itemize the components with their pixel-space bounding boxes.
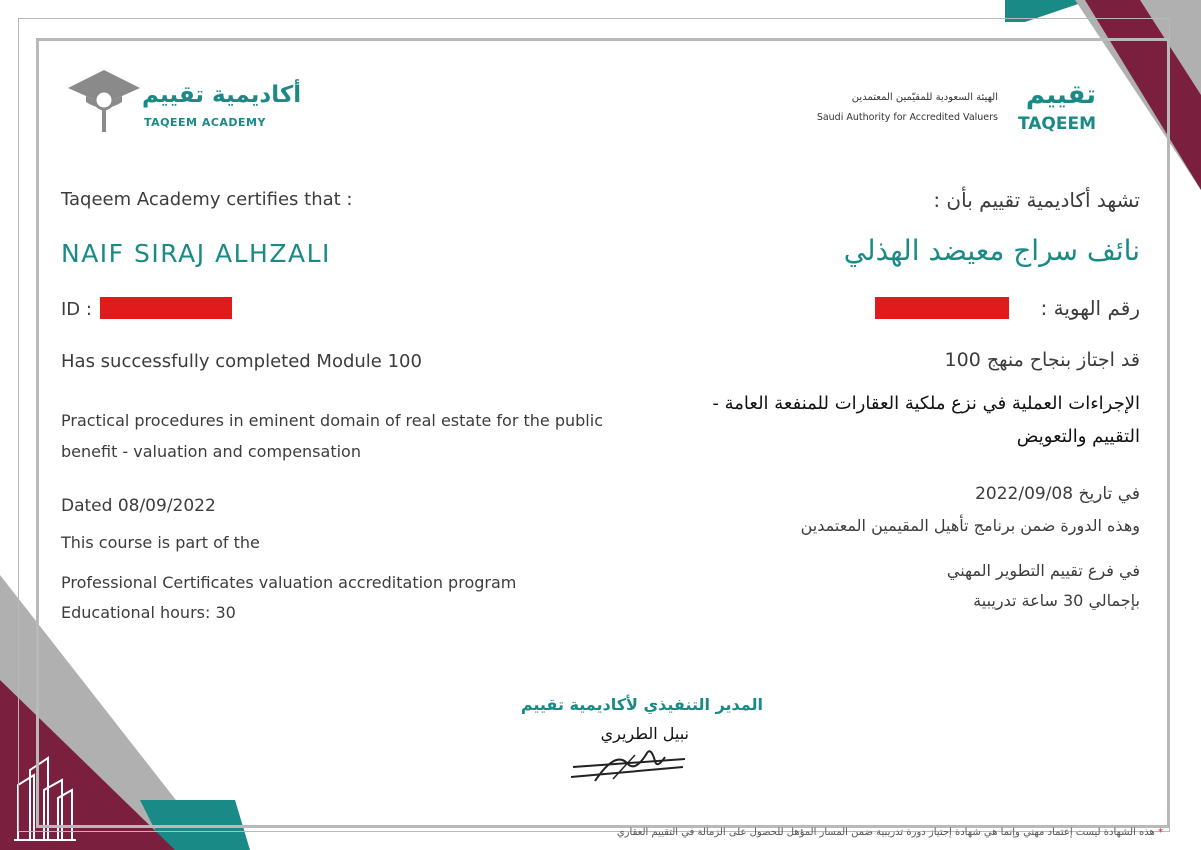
- authority-name-arabic: الهيئة السعودية للمقيّمين المعتمدين: [851, 92, 998, 103]
- course-title-ar-line2: التقييم والتعويض: [1016, 426, 1140, 447]
- hours-text-en: Educational hours: 30: [61, 603, 236, 622]
- footnote-text: [617, 827, 1163, 838]
- certifies-text-en: Taqeem Academy certifies that :: [61, 189, 353, 210]
- footnote-body: هذه الشهادة ليست إعتماد مهني وإنما هي شهادة إجتياز دورة تدريبية ضمن المسار المؤهل للحصول على الزمالة في التقييم العقاري: [616, 827, 1155, 838]
- hours-text-ar: بإجمالي 30 ساعة تدريبية: [973, 591, 1140, 610]
- dated-text-en: Dated 08/09/2022: [61, 496, 216, 516]
- handwritten-signature: [565, 745, 695, 785]
- id-label-en: ID :: [61, 299, 92, 320]
- program-text-ar: وهذه الدورة ضمن برنامج تأهيل المقيمين المعتمدين: [800, 516, 1140, 535]
- completed-text-en: Has successfully completed Module 100: [61, 351, 422, 372]
- graduation-cap-icon: [64, 68, 144, 138]
- completed-text-ar: قد اجتاز بنجاح منهج 100: [944, 349, 1140, 371]
- taqeem-logo-arabic: تقييم: [1025, 80, 1096, 110]
- recipient-name-ar: نائف سراج معيضد الهذلي: [843, 234, 1140, 267]
- signatory-name: نبيل الطريري: [600, 724, 689, 743]
- part-of-text-en: This course is part of the: [61, 533, 260, 552]
- id-label-ar: رقم الهوية :: [1040, 296, 1140, 320]
- course-title-en-line2: benefit - valuation and compensation: [61, 442, 361, 461]
- footnote-asterisk: *: [1158, 827, 1163, 838]
- authority-logo: [808, 80, 1108, 140]
- course-title-en-line1: Practical procedures in eminent domain of real estate for the public: [61, 411, 603, 430]
- redacted-id-en: [100, 297, 232, 319]
- authority-name-english: Saudi Authority for Accredited Valuers: [816, 112, 998, 123]
- program-text-en: Professional Certificates valuation accreditation program: [61, 573, 517, 592]
- academy-logo-arabic: أكاديمية تقييم: [142, 82, 302, 108]
- dated-text-ar: في تاريخ 2022/09/08: [975, 484, 1140, 504]
- redacted-id-ar: [875, 297, 1009, 319]
- signatory-title: المدير التنفيذي لأكاديمية تقييم: [520, 695, 763, 714]
- certifies-text-ar: تشهد أكاديمية تقييم بأن :: [933, 188, 1140, 212]
- academy-logo-english: TAQEEM ACADEMY: [144, 116, 266, 129]
- academy-logo: [64, 68, 302, 140]
- recipient-name-en: NAIF SIRAJ ALHZALI: [61, 239, 331, 268]
- branch-text-ar: في فرع تقييم التطوير المهني: [946, 561, 1140, 580]
- course-title-ar-line1: الإجراءات العملية في نزع ملكية العقارات للمنفعة العامة -: [712, 393, 1140, 414]
- taqeem-logo-english: TAQEEM: [1017, 114, 1096, 134]
